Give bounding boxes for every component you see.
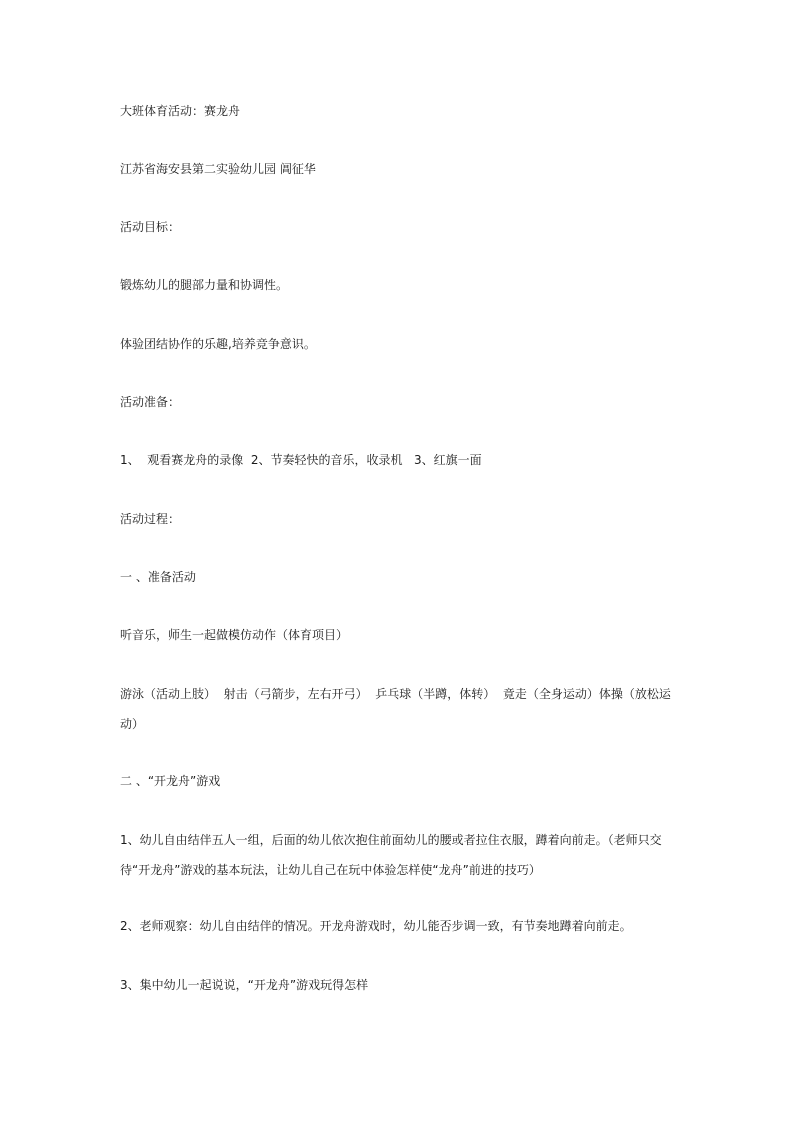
document-title: 大班体育活动：赛龙舟 [120,104,241,118]
section-2-item-1: 1、幼儿自由结伴五人一组，后面的幼儿依次抱住前面幼儿的腰或者拉住衣服，蹲着向前走。（老师只交待“开龙舟”游戏的基本玩法，让幼儿自己在玩中体验怎样使“龙舟”前进的技巧） [120,833,662,877]
section-1-heading: 一 、准备活动 [120,570,196,584]
goal-item-1: 锻炼幼儿的腿部力量和协调性。 [120,278,289,292]
author-line: 江苏省海安县第二实验幼儿园 阊征华 [120,162,316,176]
goal-item-2: 体验团结协作的乐趣,培养竞争意识。 [120,337,316,351]
section-1-line-2: 游泳（活动上肢） 射击（弓箭步，左右开弓） 乒乓球（半蹲，体转） 竟走（全身运动）体操（放松运动） [120,687,671,731]
section-2-item-2: 2、老师观察：幼儿自由结伴的情况。开龙舟游戏时，幼儿能否步调一致，有节奏地蹲着向前走。 [120,919,632,933]
section-2-heading: 二 、“开龙舟”游戏 [120,774,221,788]
section-2-item-3: 3、集中幼儿一起说说，“开龙舟”游戏玩得怎样 [120,978,369,992]
process-heading: 活动过程： [120,512,181,526]
section-1-line-1: 听音乐，师生一起做模仿动作（体育项目） [120,628,349,642]
goals-heading: 活动目标： [120,220,181,234]
prep-heading: 活动准备： [120,395,181,409]
prep-items: 1、 观看赛龙舟的录像 2、节奏轻快的音乐，收录机 3、红旗一面 [120,453,482,467]
